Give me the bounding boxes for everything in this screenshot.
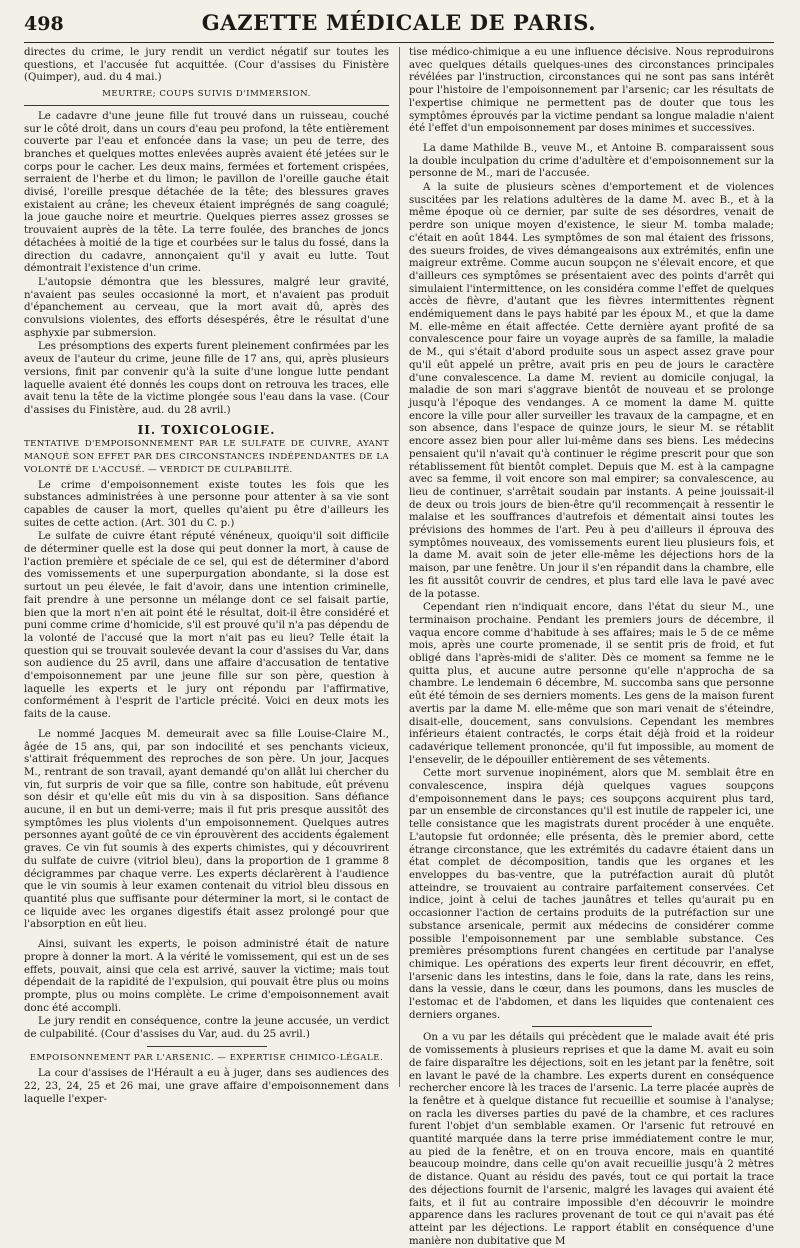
paragraph: Le sulfate de cuivre étant réputé vénéneux, quoiqu'il soit difficile de déterminer quelle est la dose qui peut donner la mort, à cause de l'action première et spéciale de ce sel, qui est de déterminer d'abord des vomissements et une superpurgation abondante, si la dose est surtout un peu élevée, le fait d'avoir, dans une intention criminelle, fait prendre à une personne un mélange dont ce sel faisait partie, bien que la mort n'en ait point été le résultat, doit-il être considéré et puni comme crime d'homicide, s'il est prouvé qu'il n'a pas dépendu de la volonté de l'accusé que la mort n'ait pas eu lieu? Telle était la question qui se trouvait soulevée devant la cour d'assises du Var, dans son audience du 25 avril, dans une affaire d'accusation de tentative d'empoisonnement par une jeune fille sur son père, question à laquelle les experts et le jury ont répondu par l'affirmative, conformément à l'esprit de l'article précité. Voici en deux mots les faits de la cause. xyxy=(24,531,389,721)
paragraph: On a vu par les détails qui précèdent que le malade avait été pris de vomissements à plusieurs reprises et que la dame M. avait eu soin de faire disparaître les déjections, soit en les jetant par la fenêtre, soit en lavant le pavé de la chambre. Les experts durent en conséquence rechercher encore là les traces de l'arsenic. La terre placée auprès de la fenêtre et à quelque distance fut recueillie et soumise à l'analyse; on racla les diverses parties du pavé de la chambre, et ces raclures furent l'objet d'un semblable examen. Or l'arsenic fut retrouvé en quantité marquée dans la terre prise immédiatement contre le mur, au pied de la fenêtre, et on en trouva encore, mais en quantité beaucoup moindre, dans celle qu'on avait recueillie jusqu'à 2 mètres de distance. Quant au résidu des pavés, tout ce qui portait la trace des déjections fournit de l'arsenic, malgré les lavages qui avaient été faits, et il fut au contraire impossible d'en découvrir le moindre apparence dans les raclures provenant de tout ce qui n'avait pas été atteint par les déjections. Le rapport établit en conséquence d'une manière non dubitative que M xyxy=(409,1032,774,1247)
paragraph: A la suite de plusieurs scènes d'emportement et de violences suscitées par les relations adultères de la dame M. avec B., et à la même époque où ce dernier, par suite de ses désordres, venait de perdre son unique moyen d'existence, le sieur M. tomba malade; c'était en août 1844. Les symptômes de son mal étaient des frissons, des sueurs froides, de vives démangeaisons aux extrémités, enfin une maigreur extrême. Comme aucun soupçon ne s'élevait encore, et que d'ailleurs ces symptômes se présentaient avec des points d'arrêt qui simulaient l'intermittence, on les considéra comme l'effet de quelques accès de fièvre, d'autant que les fièvres intermittentes règnent endémiquement dans le pays habité par les époux M., et que la dame M. elle-même en était affectée. Cette dernière ayant profité de sa convalescence pour faire un voyage auprès de sa famille, la maladie de M., qui s'était d'abord produite sous un aspect assez grave pour qu'il eût appelé un prêtre, avait pris en peu de jours le caractère d'une convalescence. La dame M. revient au domicile conjugal, la maladie de son mari s'aggrave bientôt de nouveau et se prolonge jusqu'à l'époque des vendanges. A ce moment la dame M. quitte encore la ville pour aller surveiller les travaux de la campagne, et en son absence, dans l'espace de quinze jours, le sieur M. se rétablit encore assez bien pour aller lui-même dans ses biens. Les médecins pensaient qu'il n'avait qu'à continuer le régime prescrit pour que son rétablissement fût bientôt complet. Depuis que M. est à la campagne avec sa femme, il voit encore son mal empirer; sa convalescence, au lieu de continuer, s'arrêtait soudain par instants. A peine jouissait-il de deux ou trois jours de bien-être qu'il recommençait à ressentir le malaise et les souffrances d'autrefois et démentait ainsi toutes les prévisions des hommes de l'art. Peu à peu d'ailleurs il éprouva des symptômes nouveaux, des vomissements eurent lieu plusieurs fois, et la dame M. avait soin de jeter elle-même les déjections hors de la maison, par une fenêtre. Un jour il s'en répandit dans la chambre, elle les fit aussitôt couvrir de cendres, et plus tard elle lava le pavé avec de la potasse. xyxy=(409,182,774,600)
subheading-arsenic: EMPOISONNEMENT PAR L'ARSENIC. — EXPERTISE CHIMICO-LÉGALE. xyxy=(29,1052,384,1063)
paragraph: Le nommé Jacques M. demeurait avec sa fille Louise-Claire M., âgée de 15 ans, qui, par son indocilité et ses penchants vicieux, s'attirait fréquemment des reproches de son père. Un jour, Jacques M., rentrant de son travail, ayant demandé qu'on allât lui chercher du vin, fut surpris de voir que sa fille, contre son habitude, eût prévenu son désir et qu'elle eût mis du vin à sa disposition. Sans défiance aucune, il en but un demi-verre; mais il fut pris presque aussitôt des symptômes les plus violents d'un empoisonnement. Quelques autres personnes ayant goûté de ce vin éprouvèrent des accidents également graves. Ce vin fut soumis à des experts chimistes, qui y découvrirent du sulfate de cuivre (vitriol bleu), dans la proportion de 1 gramme 8 décigrammes par chaque verre. Les experts déclarèrent à l'audience que le vin soumis à leur examen contenait du vitriol bleu dissous en quantité plus que suffisante pour déterminer la mort, si le contact de ce liquide avec les organes digestifs était assez prolongé pour que l'absorption en eût lieu. xyxy=(24,728,389,931)
section-title-toxicologie: II. TOXICOLOGIE. xyxy=(137,422,276,437)
section-subtitle: TENTATIVE D'EMPOISONNEMENT PAR LE SULFATE DE CUIVRE, AYANT MANQUÉ SON EFFET PAR DES CIRCONSTANCES INDÉPENDANTES DE LA VOLONTÉ DE L'ACCUSÉ. — VERDICT DE CULPABILITÉ. xyxy=(24,439,389,475)
columns xyxy=(24,47,774,1247)
paragraph: Cependant rien n'indiquait encore, dans l'état du sieur M., une terminaison prochaine. Pendant les premiers jours de décembre, il vaqua encore comme d'habitude à ses affaires; mais le 5 de ce même mois, après une courte promenade, il se sentit pris de froid, et fut obligé dans l'après-midi de s'aliter. Dès ce moment sa femme ne le quitta plus, et aucune autre personne qu'elle n'approcha de sa chambre. Le lendemain 6 décembre, M. succomba sans que personne eût été témoin de ses derniers moments. Les gens de la maison furent avertis par la dame M. elle-même que son mari venait de s'éteindre, disait-elle, doucement, sans convulsions. Cependant les membres inférieurs étaient contractés, le corps était déjà froid et la roideur cadavérique tellement prononcée, qu'il fut impossible, au moment de l'ensevelir, de le dépouiller entièrement de ses vêtements. xyxy=(409,602,774,766)
right-column xyxy=(399,47,774,1247)
paragraph: Les présomptions des experts furent pleinement confirmées par les aveux de l'auteur du crime, jeune fille de 17 ans, qui, après plusieurs versions, finit par convenir qu'à la suite d'une longue lutte pendant laquelle avaient été donnés les coups dont on retrouva les traces, elle avait tenu la tête de la victime plongée sous l'eau dans la vase. (Cour d'assises du Finistère, aud. du 28 avril.) xyxy=(24,341,389,416)
paragraph: La dame Mathilde B., veuve M., et Antoine B. comparaissent sous la double inculpation du crime d'adultère et d'empoisonnement sur la personne de M., mari de l'accusée. xyxy=(409,142,774,180)
paragraph: Le crime d'empoisonnement existe toutes les fois que les substances administrées à une personne pour attenter à sa vie sont capables de causer la mort, quelles qu'aient pu être d'ailleurs les suites de cette action. (Art. 301 du C. p.) xyxy=(24,479,389,529)
page-header xyxy=(24,10,774,43)
divider xyxy=(147,1046,267,1047)
paragraph: Cette mort survenue inopinément, alors que M. semblait être en convalescence, inspira déjà quelques vagues soupçons d'empoisonnement dans le pays; ces soupçons acquirent plus tard, par un ensemble de circonstances qu'il est inutile de rappeler ici, une telle consistance que les magistrats durent procéder à une enquête. L'autopsie fut ordonnée; elle présenta, dès le premier abord, cette étrange circonstance, que les extrémités du cadavre étaient dans un état complet de décomposition, tandis que les organes et les enveloppes du bas-ventre, que la putréfaction aurait dû plutôt atteindre, se trouvaient au contraire parfaitement conservées. Cet indice, joint à celui de taches jaunâtres et telles qu'aurait pu en occasionner l'action de certains produits de la putréfaction sur une substance arsenicale, permit aux médecins de considérer comme possible l'empoisonnement par une semblable substance. Ces premières présomptions furent changées en certitude par l'analyse chimique. Les opérations des experts leur firent découvrir, en effet, l'arsenic dans les intestins, dans le foie, dans la rate, dans les reins, dans la vessie, dans le cœur, dans les poumons, dans les muscles de l'estomac et de l'abdomen, et dans les liquides que contenaient ces derniers organes. xyxy=(409,768,774,1021)
paragraph: L'autopsie démontra que les blessures, malgré leur gravité, n'avaient pas seules occasionné la mort, et n'avaient pas produit d'épanchement au cerveau, que la mort avait dû, après des convulsions violentes, des efforts désespérés, être le résultat d'une asphyxie par submersion. xyxy=(24,276,389,339)
left-column xyxy=(24,47,389,1105)
page-number: 498 xyxy=(24,13,64,35)
running-title: GAZETTE MÉDICALE DE PARIS. xyxy=(201,10,597,35)
paragraph: tise médico-chimique a eu une influence décisive. Nous reproduirons avec quelques détails quelques-unes des circonstances principales révélées par l'instruction, circonstances qui ne sont pas sans intérêt pour l'histoire de l'empoisonnement par l'arsenic; car les résultats de l'expertise chimique ne permettent pas de douter que tous les symptômes éprouvés par la victime pendant sa longue maladie n'aient été l'effet d'un empoisonnement par doses minimes et successives. xyxy=(409,47,774,135)
paragraph: Le jury rendit en conséquence, contre la jeune accusée, un verdict de culpabilité. (Cour d'assises du Var, aud. du 25 avril.) xyxy=(24,1016,389,1041)
paragraph: Le cadavre d'une jeune fille fut trouvé dans un ruisseau, couché sur le côté droit, dans un cours d'eau peu profond, la tête entièrement couverte par l'eau et enfoncée dans la vase; un peu de terre, des branches et quelques mottes enlevées auprès avaient été jetées sur le corps pour le cacher. Les deux mains, fermées et fortement crispées, serraient de l'herbe et du limon; le pavillon de l'oreille gauche était divisé, l'oreille presque détachée de la tête; des blessures graves existaient au crâne; les cheveux étaient imprégnés de sang coagulé; la joue gauche noire et meurtrie. Quelques pierres assez grosses se trouvaient auprès de la tête. La terre foulée, des branches de joncs détachées à moitié de la tige et courbées sur le talus du fossé, dans la direction du cadavre, annonçaient qu'il y avait eu lutte. Tout démontrait l'existence d'un crime. xyxy=(24,110,389,275)
paragraph: directes du crime, le jury rendit un verdict négatif sur toutes les questions, et l'accusée fut acquittée. (Cour d'assises du Finistère (Quimper), aud. du 4 mai.) xyxy=(24,47,389,84)
subheading-meurtre: MEURTRE; COUPS SUIVIS D'IMMERSION. xyxy=(102,89,311,100)
paragraph: Ainsi, suivant les experts, le poison administré était de nature propre à donner la mort. A la vérité le vomissement, qui est un de ses effets, pouvait, ainsi que cela est arrivé, sauver la victime; mais tout dépendait de la rapidité de l'expulsion, qui pouvait être plus ou moins prompte, plus ou moins complète. Le crime d'empoisonnement avait donc été accompli. xyxy=(24,939,389,1014)
paragraph: La cour d'assises de l'Hérault a eu à juger, dans ses audiences des 22, 23, 24, 25 et 26 mai, une grave affaire d'empoisonnement dans laquelle l'exper- xyxy=(24,1068,389,1105)
divider xyxy=(24,105,389,106)
divider xyxy=(532,1026,652,1027)
